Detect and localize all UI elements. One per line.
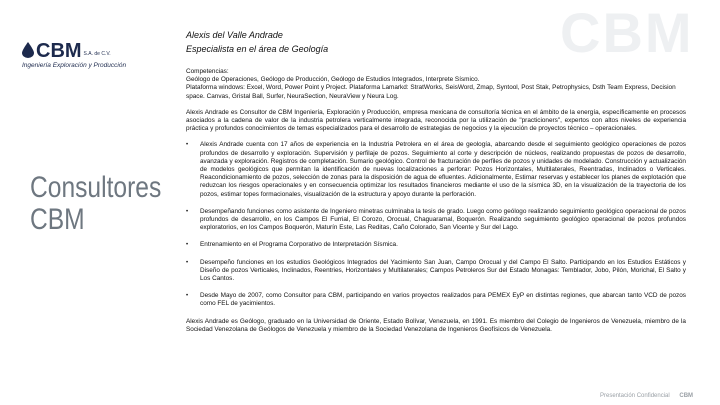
list-item [186,258,686,284]
bullet-icon: • [186,242,189,249]
profile-header [186,28,328,56]
list-item-text: Desempeño funciones en los estudios Geológicos Integrados del Yacimiento San Juan, Campo Orocual y del Campo El Salto. Participando en los Estudios Estáticos y Diseño de pozos Verticales, Inclinados, Reentries, Horizontales y Multilaterales; Campos Petroleros Sur del Estado Monagas: Temblador, Jobo, Pilón, Morichal, El Salto y Los Cantos. [200,258,686,283]
bullet-icon: • [186,208,189,215]
footer [600,393,693,399]
logo-text: CBM [36,40,82,62]
list-item-text: Desde Mayo de 2007, como Consultor para CBM, participando en varios proyectos realizados para PEMEX EyP en distintas regiones, que abarcan tanto VCD de pozos como FEL de yacimientos. [200,292,686,308]
list-item-text: Alexis Andrade cuenta con 17 años de experiencia en la Industria Petrolera en el área de geología, abarcando desde el seguimiento geológico operaciones de pozos profundos de desarrollo y exploración. Supervisión y perfilaje de pozos. Seguimiento al corte y descripción de núcleos, realizando propuestas de pozos de desarrollo, avanzada y exploración. Registros de completación. Sumario geológico. Control de fracturación de perfiles de pozos y unidades de modelado. Construcción y actualización de modelos geológicos que permitan la identificación de nuevas localizaciones a perforar: Pozos Horizontales, Multilaterales, Reentradas, Inclinados o Verticales. Reacondicionamiento de pozos, selección de zonas para la disposición de agua de efluentes. Adicionalmente, Estimar reservas y establecer los planes de explotación que reduzcan los riesgos operacionales y en consecuencia optimizar los resultados financieros mediante el uso de la sísmica 3D, en la visualización de la trayectoria de los pozos, estimar topes formacionales, visualización de la estructura y apoyo durante la perforación. [200,141,686,198]
bullet-icon: • [186,293,189,300]
competencias-line: Geólogo de Operaciones, Geólogo de Producción, Geólogo de Estudios Integrados, Interprete Sísmico. [186,76,480,84]
list-item-text: Entrenamiento en el Programa Corporativo de Interpretación Sísmica. [200,241,398,249]
person-name: Alexis del Valle Andrade [186,30,283,40]
closing-paragraph: Alexis Andrade es Geólogo, graduado en la Universidad de Oriente, Estado Bolívar, Venezuela, en 1991. Es miembro del Colegio de Ingenieros de Venezuela, miembro de la Sociedad Venezolana de Geólogos de Venezuela y miembro de la Sociedad Venezolana de Ingenieros Geofísicos de Venezuela. [186,317,686,333]
list-item [186,207,686,233]
list-item [186,241,686,249]
bullet-icon: • [186,259,189,266]
intro-paragraph: Alexis Andrade es Consultor de CBM Ingeniería, Exploración y Producción, empresa mexicana de consultoría técnica en el ámbito de la energía, específicamente en procesos asociados a la cadena de valor de la industria petrolera verticalmente integrada, reconocida por la utilización de "practicioners", expertos con altos niveles de experiencia práctica y profundos conocimientos de temas especializados para el desarrollo de estrategias de negocios y la ejecución de proyectos técnico – operacionales. [186,108,686,133]
list-item [186,141,686,198]
footer-logo: CBM [679,393,694,399]
competencias-label: Competencias: [186,68,229,75]
watermark: CBM [560,1,694,64]
logo-tagline: Ingeniería Exploración y Producción [22,62,127,69]
competencias-line: Plataforma windows: Excel, Word, Power Point y Project. Plataforma Lamarkd: StratWorks, SeisWord, Zmap, Syntool, Post Stak, Petrophysics, Dsth Team Express, Decision space. Canvas, Gristal Ball, Surfer, NeuraSection, NeuraView y Neura Log. [186,84,676,100]
list-item-text: Desempeñando funciones como asistente de Ingeniero minetras culminaba la tesis de grado. Luego como geólogo realizando seguimiento geológico operacional de pozos profundos de desarrollo, en los Campos El Furrial, El Corozo, Orocual, Chaguaramal, Boquerón. Realizando seguimiento geológico operacional de pozos profundos exploratorios, en los Campos Boquerón, Maturín Este, Las Reditas, Caño Colorado, San Vicente y Sur del Lago. [200,207,686,232]
bullet-icon: • [186,142,189,149]
drop-icon [22,42,34,58]
person-role: Especialista en el área de Geología [186,44,329,54]
experience-list [186,141,686,308]
left-panel [0,0,176,405]
company-logo [22,42,172,69]
competencias-section [186,68,686,101]
logo-suffix: S.A. de C.V. [83,51,111,57]
footer-text: Presentación Confidencial [600,393,670,399]
side-title [30,172,161,236]
side-title-line: CBM [30,203,85,236]
list-item [186,292,686,308]
profile-content [186,68,686,334]
side-title-line: Consultores [30,171,162,204]
